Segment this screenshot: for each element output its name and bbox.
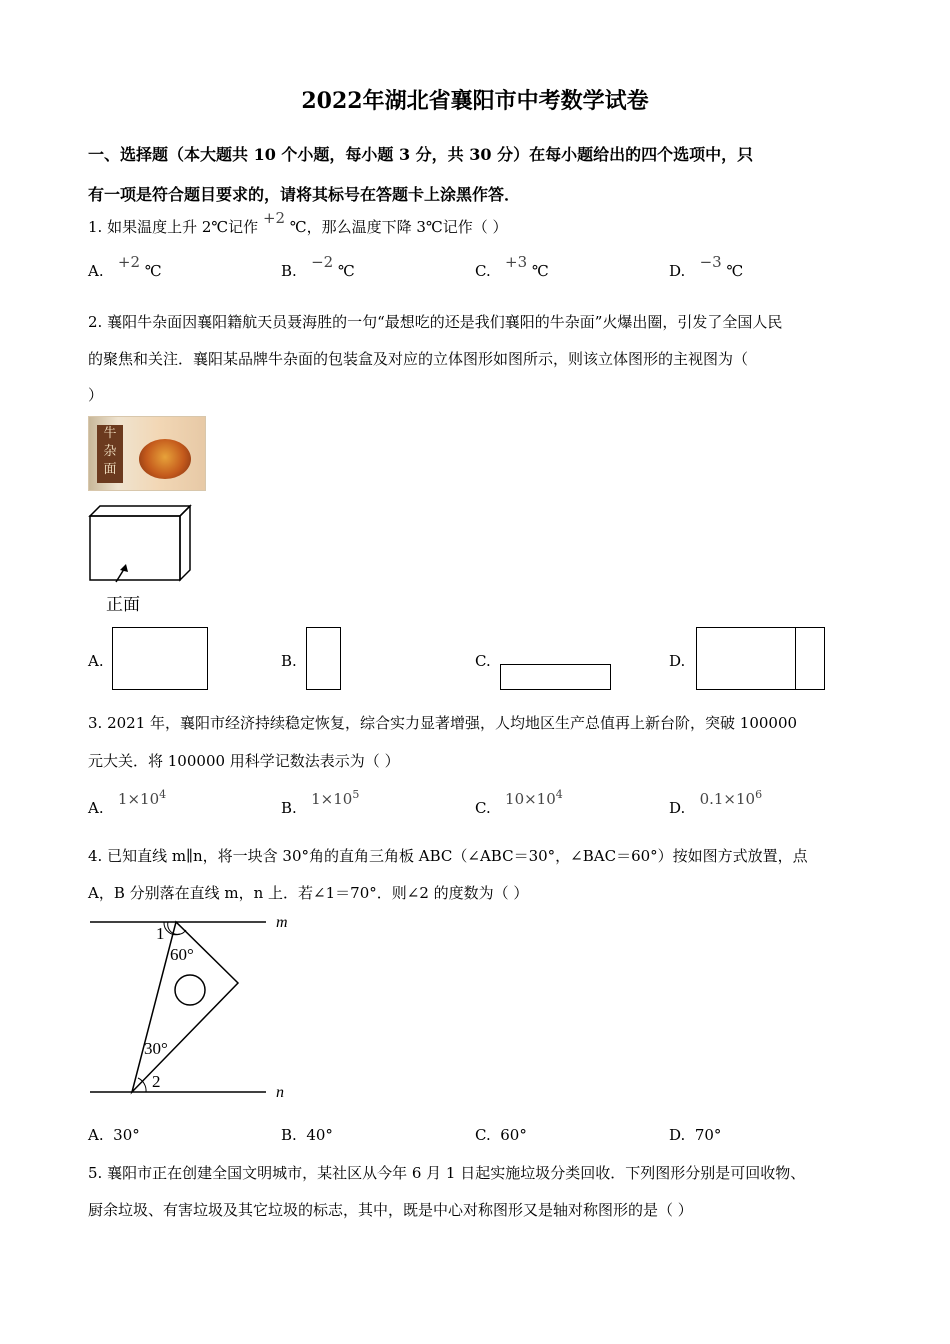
q4-option-c[interactable]: C. 60° (475, 1126, 527, 1144)
q2-option-d-label[interactable]: D. (669, 652, 686, 670)
section-heading-line2: 有一项是符合题目要求的，请将其标号在答题卡上涂黑作答． (88, 185, 521, 204)
q2-line3: ） (88, 386, 104, 404)
angle-60-label: 60° (170, 945, 194, 964)
q1-mark: +2 (262, 209, 286, 227)
q1-option-c[interactable]: C. +3 ℃ (475, 253, 549, 280)
q4-line1: 4. 已知直线 m∥n，将一块含 30°角的直角三角板 ABC（∠ABC＝30°，∠BAC＝60°）按如图方式放置，点 (88, 847, 808, 865)
q1-option-a[interactable]: A. +2 ℃ (88, 253, 162, 280)
q2-option-b-label[interactable]: B. (281, 652, 297, 670)
triangle-figure (86, 906, 296, 1106)
q4-option-d[interactable]: D. 70° (669, 1126, 722, 1144)
q2-option-a-shape[interactable] (112, 627, 208, 690)
angle-2-label: 2 (152, 1072, 161, 1091)
q4-option-b[interactable]: B. 40° (281, 1126, 333, 1144)
q2-option-a-label[interactable]: A. (88, 652, 104, 670)
q3-line2: 元大关．将 100000 用科学记数法表示为（ ） (88, 752, 400, 770)
q2-option-b-shape[interactable] (306, 627, 341, 690)
q3-option-d[interactable]: D. $0.1\times 10^6$ (669, 788, 763, 817)
front-label: 正面 (106, 595, 140, 615)
q3-option-a[interactable]: A. $1\times 10^4$ (88, 788, 167, 817)
q4-line2: A，B 分别落在直线 m，n 上．若∠1＝70°．则∠2 的度数为（ ） (88, 884, 529, 902)
label-m: m (276, 914, 288, 931)
q4-option-a[interactable]: A. 30° (88, 1126, 140, 1144)
angle-30-label: 30° (144, 1039, 168, 1058)
q1-option-d[interactable]: D. −3 ℃ (669, 253, 744, 280)
photo-brand-bar: 牛 杂 面 (97, 425, 123, 483)
q3-option-b[interactable]: B. $1\times 10^5$ (281, 788, 360, 817)
noodle-bowl-image (139, 439, 191, 479)
q3-option-c[interactable]: C. $10\times 10^4$ (475, 788, 563, 817)
label-n: n (276, 1084, 284, 1101)
q1-option-b[interactable]: B. −2 ℃ (281, 253, 355, 280)
q2-line2: 的聚焦和关注．襄阳某品牌牛杂面的包装盒及对应的立体图形如图所示，则该立体图形的主视图为（ (88, 350, 749, 368)
page-title: 2022年湖北省襄阳市中考数学试卷 (301, 88, 649, 114)
q5-line2: 厨余垃圾、有害垃圾及其它垃圾的标志，其中，既是中心对称图形又是轴对称图形的是（ ） (88, 1201, 693, 1219)
question-1 (88, 209, 508, 237)
triangle-hole (175, 975, 205, 1005)
section-heading-line1: 一、选择题（本大题共 10 个小题，每小题 3 分，共 30 分）在每小题给出的四个选项中，只 (88, 145, 754, 164)
angle-1-label: 1 (156, 924, 165, 943)
q1-text-before: 1. 如果温度上升 2℃记作 (88, 218, 263, 236)
q1-text-after: ℃，那么温度下降 3℃记作（ ） (285, 218, 508, 236)
q2-line1: 2. 襄阳牛杂面因襄阳籍航天员聂海胜的一句“最想吃的还是我们襄阳的牛杂面”火爆出圈，引发了全国人民 (88, 313, 783, 331)
q2-option-c-shape[interactable] (500, 664, 611, 690)
q2-option-d-divider (795, 628, 796, 689)
cuboid-figure (86, 502, 196, 584)
q5-line1: 5. 襄阳市正在创建全国文明城市，某社区从今年 6 月 1 日起实施垃圾分类回收．下列图形分别是可回收物、 (88, 1164, 806, 1182)
q3-line1: 3. 2021 年，襄阳市经济持续稳定恢复，综合实力显著增强，人均地区生产总值再上新台阶，突破 100000 (88, 714, 798, 732)
q2-option-c-label[interactable]: C. (475, 652, 491, 670)
noodle-box-photo (88, 416, 206, 491)
q2-option-d-shape[interactable] (696, 627, 825, 690)
